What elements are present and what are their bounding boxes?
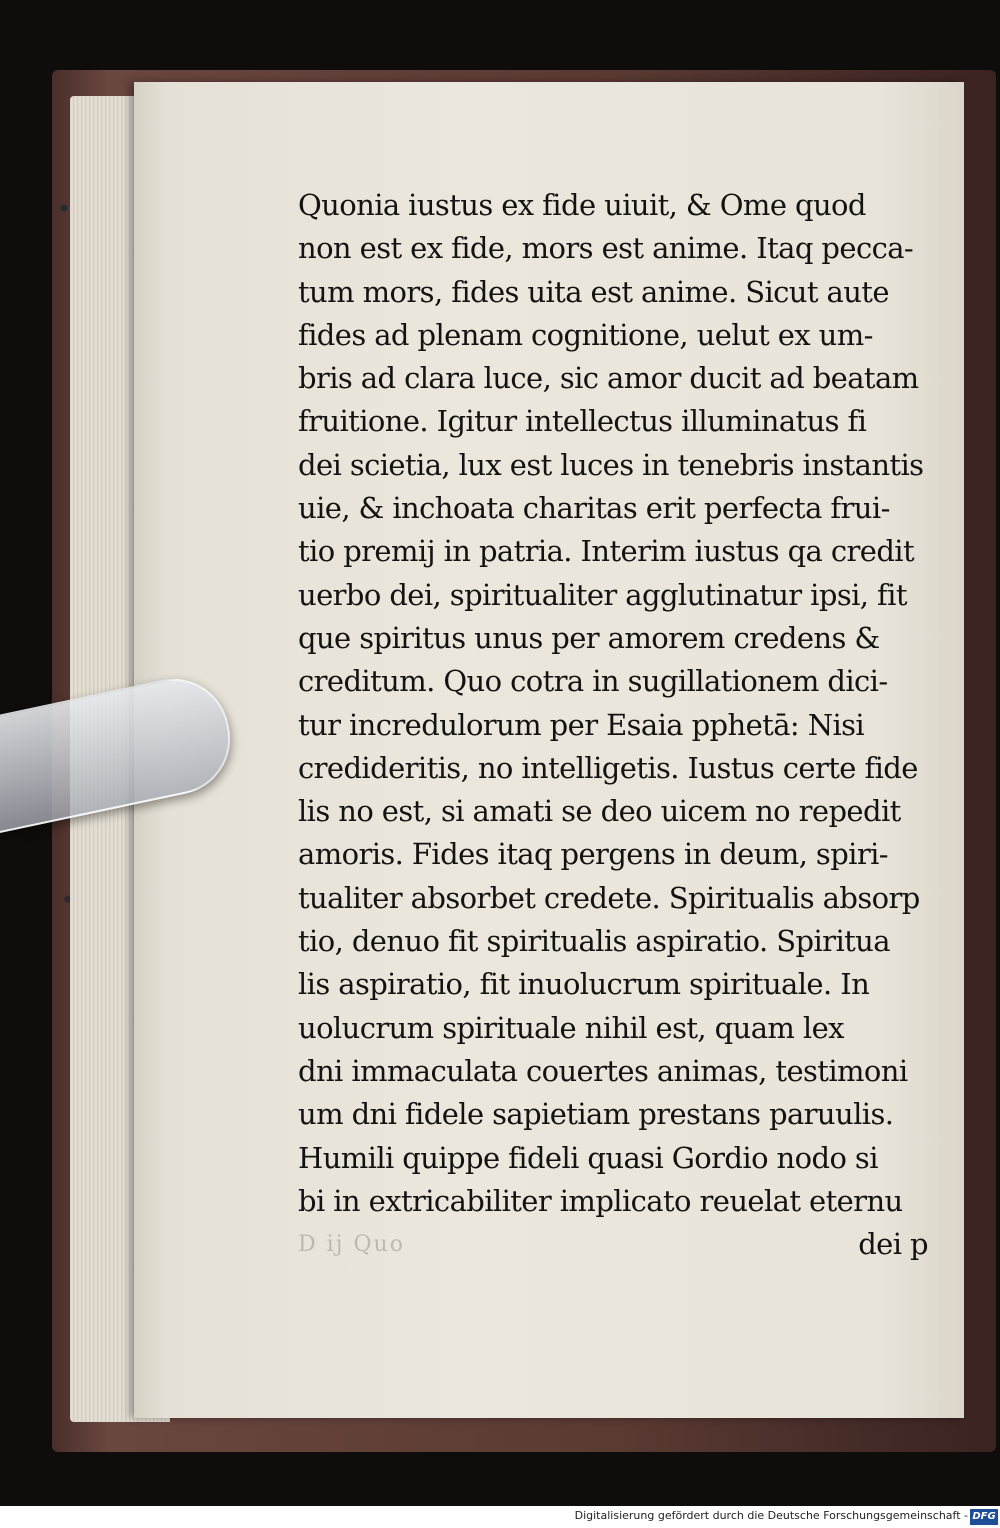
text-line: amoris. Fides itaq pergens in deum, spiri- bbox=[298, 837, 888, 872]
text-line: dei scietia, lux est luces in tenebris instantis bbox=[298, 447, 924, 482]
text-line: fruitione. Igitur intellectus illuminatus fi bbox=[298, 404, 867, 439]
text-line: uie, & inchoata charitas erit perfecta frui- bbox=[298, 491, 890, 526]
signature-mark: D ij Quo bbox=[298, 1232, 405, 1257]
text-block bbox=[298, 184, 938, 1266]
text-line: lis aspiratio, fit inuolucrum spirituale. In bbox=[298, 967, 870, 1002]
text-line: tum mors, fides uita est anime. Sicut aute bbox=[298, 274, 889, 309]
funding-credit: Digitalisierung gefördert durch die Deutsche Forschungsgemeinschaft - bbox=[574, 1509, 968, 1522]
text-line: uerbo dei, spiritualiter agglutinatur ipsi, fit bbox=[298, 577, 907, 612]
text-line: bi in extricabiliter implicato reuelat eternu bbox=[298, 1183, 903, 1218]
text-line: que spiritus unus per amorem credens & bbox=[298, 620, 880, 655]
text-line: Humili quippe fideli quasi Gordio nodo si bbox=[298, 1140, 878, 1175]
text-line: Quonia iustus ex fide uiuit, & Ome quod bbox=[298, 188, 866, 222]
catchword: dei p bbox=[858, 1227, 928, 1262]
text-line: tio, denuo fit spiritualis aspiratio. Spiritua bbox=[298, 924, 890, 959]
text-line: um dni fidele sapietiam prestans paruulis. bbox=[298, 1097, 894, 1132]
text-line: creditum. Quo cotra in sugillationem dici- bbox=[298, 664, 888, 699]
text-line: tio premij in patria. Interim iustus qa credit bbox=[298, 534, 915, 569]
text-line: non est ex fide, mors est anime. Itaq pecca- bbox=[298, 231, 914, 266]
text-line: fides ad plenam cognitione, uelut ex um- bbox=[298, 317, 873, 352]
footer-bar bbox=[0, 1506, 1000, 1528]
text-line: lis no est, si amati se deo uicem no repedit bbox=[298, 794, 901, 829]
text-line: credideritis, no intelligetis. Iustus certe fide bbox=[298, 750, 918, 785]
text-line: tur incredulorum per Esaia pphetā: Nisi bbox=[298, 707, 865, 742]
text-line: dni immaculata couertes animas, testimoni bbox=[298, 1053, 908, 1088]
text-line: uolucrum spirituale nihil est, quam lex bbox=[298, 1010, 844, 1045]
text-line: tualiter absorbet credete. Spiritualis absorp bbox=[298, 880, 920, 915]
text-line: bris ad clara luce, sic amor ducit ad beatam bbox=[298, 361, 919, 396]
dfg-logo: DFG bbox=[970, 1509, 998, 1525]
